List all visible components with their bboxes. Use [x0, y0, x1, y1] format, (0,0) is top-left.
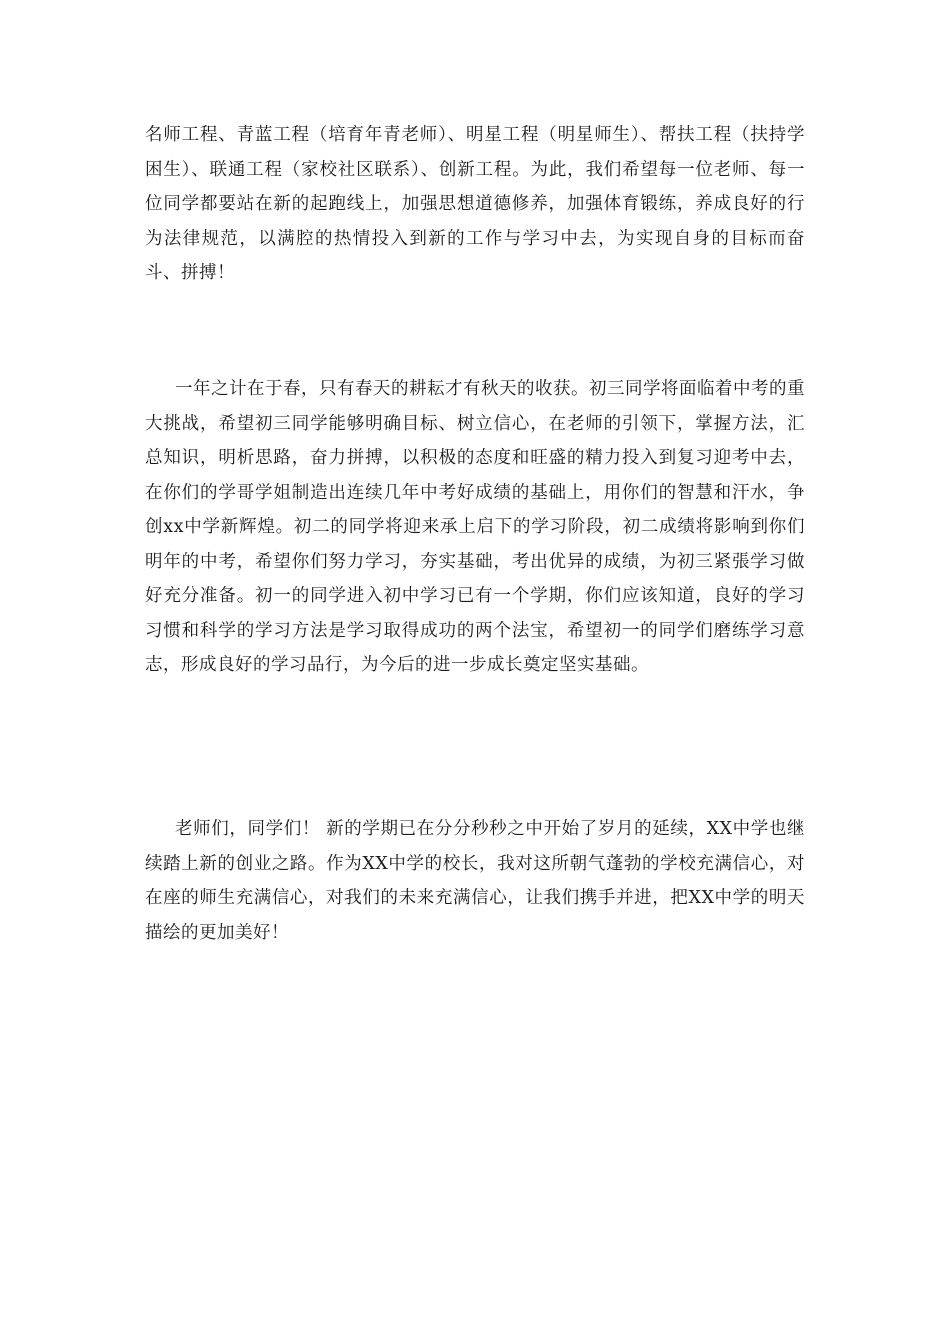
paragraph-projects: 名师工程、青蓝工程（培育年青老师）、明星工程（明星师生）、帮扶工程（扶持学困生）、联通工程（家校社区联系）、创新工程。为此，我们希望每一位老师、每一位同学都要站在新的起跑线上，加强思想道德修养，加强体育锻练，养成良好的行为法律规范，以满腔的热情投入到新的工作与学习中去，为实现自身的目标而奋斗、拼搏！: [145, 125, 805, 283]
paragraph-closing: 老师们，同学们！ 新的学期已在分分秒秒之中开始了岁月的延续，XX中学也继续踏上新的创业之路。作为XX中学的校长，我对这所朝气蓬勃的学校充满信心，对在座的师生充满信心，对我们的未来充满信心，让我们携手并进，把XX中学的明天描绘的更加美好！: [145, 819, 805, 943]
paragraph-grade-goals: 一年之计在于春，只有春天的耕耘才有秋天的收获。初三同学将面临着中考的重大挑战，希望初三同学能够明确目标、树立信心，在老师的引领下，掌握方法，汇总知识，明析思路，奋力拼搏，以积极的态度和旺盛的精力投入到复习迎考中去，在你们的学哥学姐制造出连续几年中考好成绩的基础上，用你们的智慧和汗水，争创xx中学新辉煌。初二的同学将迎来承上启下的学习阶段，初二成绩将影响到你们明年的中考，希望你们努力学习，夯实基础，考出优异的成绩，为初三紧張学习做好充分准备。初一的同学进入初中学习已有一个学期，你们应该知道，良好的学习习惯和科学的学习方法是学习取得成功的两个法宝，希望初一的同学们磨练学习意志，形成良好的学习品行，为今后的进一步成长奠定坚实基础。: [145, 379, 805, 675]
